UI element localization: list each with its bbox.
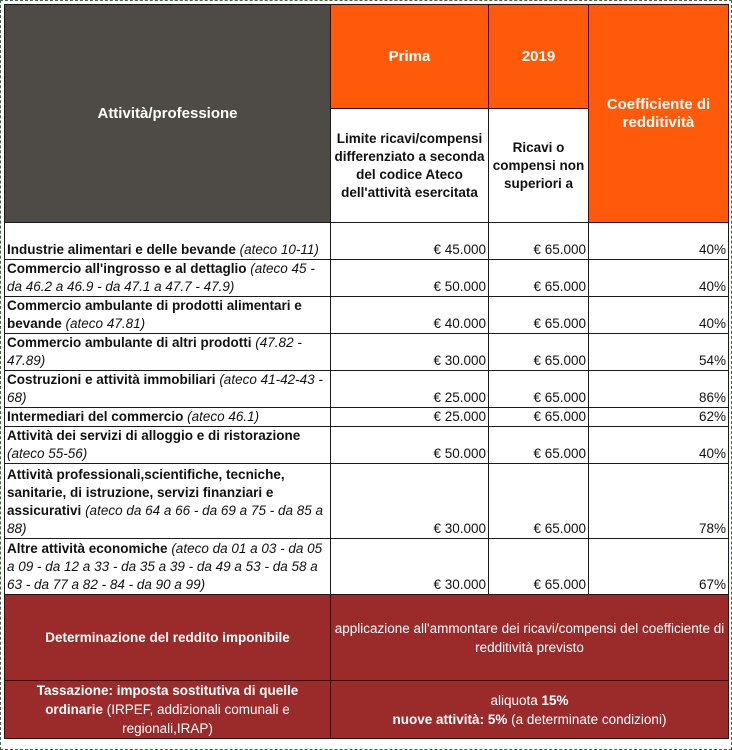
activity-ateco: (ateco 47.81)	[65, 316, 146, 331]
before-limit: € 25.000	[331, 371, 489, 408]
activity-cell	[5, 334, 331, 371]
activity-ateco: (ateco da 01 a 03 - da 05 a 09 - da 12 a 33 - da 35 a 39 - da 49 a 53 - da 58 a 63 - da 77 a 82 - 84 - da 90 a 99)	[7, 541, 323, 592]
table-row	[5, 371, 729, 408]
coefficient: 40%	[589, 223, 729, 260]
header-coefficient: Coefficiente di redditività	[589, 5, 729, 223]
limit-2019: € 65.000	[489, 464, 589, 539]
before-limit: € 45.000	[331, 223, 489, 260]
coefficient: 62%	[589, 408, 729, 427]
activity-name: Intermediari del commercio	[7, 409, 184, 424]
rate-value: 15%	[541, 692, 569, 708]
new-activity-suffix: (a determinate condizioni)	[511, 711, 667, 727]
activity-name: Commercio all'ingrosso e al dettaglio	[7, 261, 247, 276]
before-limit: € 30.000	[331, 334, 489, 371]
header-year: 2019	[489, 5, 589, 109]
limit-2019: € 65.000	[489, 297, 589, 334]
table-row	[5, 464, 729, 539]
coefficient: 86%	[589, 371, 729, 408]
activity-name: Costruzioni e attività immobiliari	[7, 372, 216, 387]
tax-label-bold: Tassazione: imposta sostitutiva di quelle ordinarie	[36, 683, 299, 717]
before-limit: € 30.000	[331, 464, 489, 539]
new-activity-rate: 5%	[487, 711, 508, 727]
limit-2019: € 65.000	[489, 371, 589, 408]
coefficient: 40%	[589, 427, 729, 464]
activity-cell	[5, 223, 331, 260]
coefficient: 54%	[589, 334, 729, 371]
activity-cell	[5, 427, 331, 464]
header-activity: Attività/professione	[5, 5, 331, 223]
activity-cell	[5, 464, 331, 539]
before-limit: € 25.000	[331, 408, 489, 427]
coefficient: 40%	[589, 297, 729, 334]
header-limit-desc: Limite ricavi/compensi differenziato a seconda del codice Ateco dell'attività esercitata	[331, 109, 489, 223]
limit-2019: € 65.000	[489, 408, 589, 427]
rate-prefix: aliquota	[490, 692, 538, 708]
header-revenue-desc: Ricavi o compensi non superiori a	[489, 109, 589, 223]
activity-name: Industrie alimentari e delle bevande	[7, 242, 236, 257]
table-row	[5, 539, 729, 595]
header-row-top	[5, 5, 729, 109]
activity-cell	[5, 260, 331, 297]
activity-ateco: (ateco da 64 a 66 - da 69 a 75 - da 85 a 88)	[7, 503, 323, 536]
tax-label	[5, 681, 331, 739]
activity-cell	[5, 371, 331, 408]
footer-row-income	[5, 595, 729, 681]
limit-2019: € 65.000	[489, 334, 589, 371]
activity-name: Commercio ambulante di altri prodotti	[7, 335, 252, 350]
limit-2019: € 65.000	[489, 260, 589, 297]
before-limit: € 50.000	[331, 260, 489, 297]
activity-ateco: (ateco 10-11)	[239, 242, 319, 257]
activity-cell	[5, 297, 331, 334]
table-row	[5, 427, 729, 464]
table-row	[5, 334, 729, 371]
activity-ateco: (47.82 - 47.89)	[7, 335, 302, 368]
activity-cell	[5, 539, 331, 595]
tax-label-rest: (IRPEF, addizionali comunali e regionali,IRAP)	[106, 702, 290, 736]
activity-name: Altre attività economiche	[7, 541, 168, 556]
activity-ateco: (ateco 46.1)	[187, 409, 260, 424]
before-limit: € 40.000	[331, 297, 489, 334]
table-row	[5, 297, 729, 334]
coefficient-table	[4, 4, 729, 739]
table-row	[5, 408, 729, 427]
income-value: applicazione all'ammontare dei ricavi/compensi del coefficiente di redditività previsto	[331, 595, 729, 681]
before-limit: € 30.000	[331, 539, 489, 595]
activity-name: Commercio ambulante di prodotti alimentari e bevande	[7, 298, 302, 331]
limit-2019: € 65.000	[489, 427, 589, 464]
table-row	[5, 260, 729, 297]
activity-name: Attività dei servizi di alloggio e di ristorazione	[7, 428, 301, 443]
limit-2019: € 65.000	[489, 223, 589, 260]
limit-2019: € 65.000	[489, 539, 589, 595]
table-row	[5, 223, 729, 260]
activity-ateco: (ateco 55-56)	[7, 446, 88, 461]
new-activity-prefix: nuove attività:	[392, 711, 485, 727]
activity-name: Attività professionali,scientifiche, tecniche, sanitarie, di istruzione, servizi finanziari e assicurativi	[7, 467, 285, 518]
header-before: Prima	[331, 5, 489, 109]
before-limit: € 50.000	[331, 427, 489, 464]
footer-row-tax	[5, 681, 729, 739]
coefficient: 67%	[589, 539, 729, 595]
coefficient: 40%	[589, 260, 729, 297]
coefficient: 78%	[589, 464, 729, 539]
income-label: Determinazione del reddito imponibile	[5, 595, 331, 681]
tax-value	[331, 681, 729, 739]
activity-ateco: (ateco 41-42-43 - 68)	[7, 372, 323, 405]
activity-ateco: (ateco 45 - da 46.2 a 46.9 - da 47.1 a 47.7 - 47.9)	[7, 261, 315, 294]
activity-cell	[5, 408, 331, 427]
